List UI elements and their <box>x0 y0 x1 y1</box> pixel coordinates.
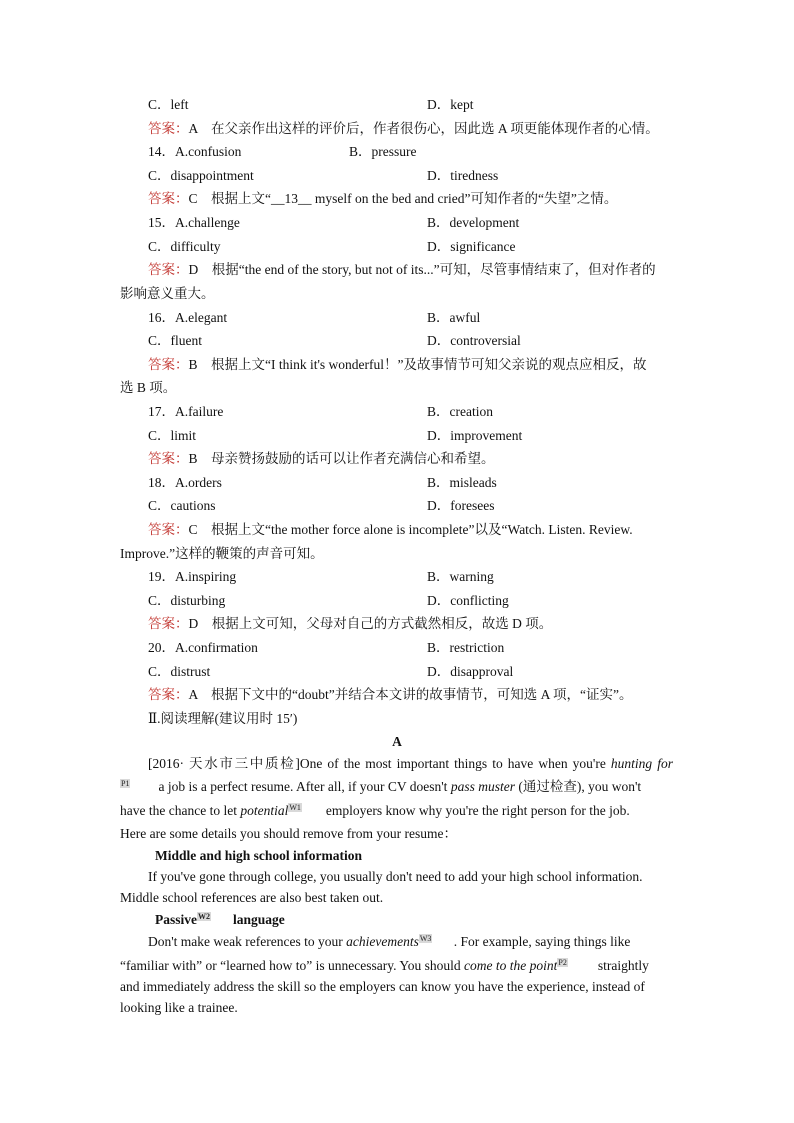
q18-option-d: D．foresees <box>427 498 495 513</box>
passage-text: “familiar with” or “learned how to” is unnecessary. You should <box>120 958 465 973</box>
q14-option-a: 14．A.confusion <box>148 144 242 159</box>
q18-option-b: B．misleads <box>427 475 497 490</box>
answer-text: A 根据下文中的“doubt”并结合本文讲的故事情节，可知选 A 项，“证实”。 <box>188 687 633 702</box>
answer-text: B 根据上文“I think it's wonderful！”及故事情节可知父亲说的观点应相反，故 <box>188 357 647 372</box>
q20-option-a: 20．A.confirmation <box>148 640 258 655</box>
answer-text: C 根据上文“ <box>188 191 271 206</box>
q16-answer-cont: 选 B 项。 <box>120 380 177 395</box>
q13-option-d: D．kept <box>427 97 474 112</box>
glossed-word: potential <box>240 803 289 818</box>
q15-option-a: 15．A.challenge <box>148 215 240 230</box>
q19-option-d: D．conflicting <box>427 593 509 608</box>
answer-label: 答案： <box>148 357 189 372</box>
glossary-marker: P1 <box>121 778 130 788</box>
q14-answer <box>148 190 617 208</box>
passage-source: [2016· 天水市三中质检] <box>148 756 300 771</box>
passage-line: looking like a trainee. <box>120 1000 238 1015</box>
q18-answer-cont: Improve.”这样的鞭策的声音可知。 <box>120 546 324 561</box>
q16-option-b: B．awful <box>427 310 481 325</box>
q15-option-d: D．significance <box>427 239 516 254</box>
q18-option-a: 18．A.orders <box>148 475 222 490</box>
q17-option-c: C．limit <box>148 428 197 443</box>
passage-line: Here are some details you should remove from your resume： <box>120 826 458 841</box>
passage-line <box>148 933 673 951</box>
passage-text: employers know why you're the right person for the job. <box>325 803 630 818</box>
q17-option-a: 17．A.failure <box>148 404 224 419</box>
glossed-phrase: pass muster <box>450 779 515 794</box>
answer-label: 答案： <box>148 616 189 631</box>
answer-label: 答案： <box>148 451 189 466</box>
q16-option-c: C．fluent <box>148 333 202 348</box>
passage-line <box>120 802 673 820</box>
q13-option-c: C．left <box>148 97 189 112</box>
q17-option-b: B．creation <box>427 404 493 419</box>
glossary-marker: P2 <box>558 957 567 967</box>
q14-option-c: C．disappointment <box>148 168 254 183</box>
passage-text: Don't make weak references to your <box>148 934 347 949</box>
passage-text: have the chance to let <box>120 803 241 818</box>
answer-label: 答案： <box>148 687 189 702</box>
q15-option-c: C．difficulty <box>148 239 221 254</box>
passage-line <box>148 755 673 773</box>
glossed-phrase: hunting for <box>610 756 673 771</box>
q19-option-b: B．warning <box>427 569 494 584</box>
answer-text: D 根据“the end of the story, but not of its...”可知，尽管事情结束了，但对作者的 <box>188 262 656 277</box>
q18-answer <box>148 521 633 539</box>
answer-text: D 根据上文可知，父母对自己的方式截然相反，故选 D 项。 <box>188 616 553 631</box>
passage-line <box>120 957 673 975</box>
answer-label: 答案： <box>148 262 189 277</box>
q20-option-c: C．distrust <box>148 664 211 679</box>
q16-answer <box>148 356 647 374</box>
section-heading <box>155 911 285 929</box>
passage-label: A <box>392 734 402 749</box>
answer-label: 答案： <box>148 522 189 537</box>
q14-option-d: D．tiredness <box>427 168 499 183</box>
q17-answer <box>148 450 495 468</box>
answer-text: C 根据上文“the mother force alone is incomplete”以及“Watch. Listen. Review. <box>188 522 633 537</box>
passage-line: and immediately address the skill so the employers can know you have the experience, instead of <box>120 979 645 994</box>
answer-text: B 母亲赞扬鼓励的话可以让作者充满信心和希望。 <box>188 451 495 466</box>
section-heading: Middle and high school information <box>155 848 363 863</box>
answer-label: 答案： <box>148 121 189 136</box>
q19-option-c: C．disturbing <box>148 593 226 608</box>
q20-option-b: B．restriction <box>427 640 505 655</box>
answer-text: myself on the bed and cried”可知作者的“失望”之情。 <box>311 191 618 206</box>
heading-word: Passive <box>155 912 197 927</box>
q20-answer <box>148 686 632 704</box>
glossary-marker: W2 <box>198 911 210 921</box>
passage-line <box>120 778 673 796</box>
q15-answer <box>148 261 656 279</box>
q19-option-a: 19．A.inspiring <box>148 569 237 584</box>
q19-answer <box>148 615 552 633</box>
section-title: Ⅱ.阅读理解(建议用时 15′) <box>148 711 298 726</box>
q16-option-d: D．controversial <box>427 333 521 348</box>
q20-option-d: D．disapproval <box>427 664 514 679</box>
passage-text: One of the most important things to have when you're <box>299 756 611 771</box>
glossary-marker: W1 <box>289 802 301 812</box>
passage-line: If you've gone through college, you usually don't need to add your high school information. <box>148 869 643 884</box>
passage-line: Middle school references are also best taken out. <box>120 890 384 905</box>
q14-option-b: B．pressure <box>349 144 417 159</box>
glossary-marker: W3 <box>419 933 432 943</box>
heading-word: language <box>233 912 285 927</box>
answer-text: A 在父亲作出这样的评价后，作者很伤心，因此选 A 项更能体现作者的心情。 <box>188 121 659 136</box>
answer-blank: __13__ <box>271 191 312 206</box>
glossed-phrase: come to the point <box>464 958 558 973</box>
q13-answer <box>148 120 659 138</box>
passage-text: a job is a perfect resume. After all, if your CV doesn't <box>158 779 451 794</box>
passage-text: . For example, saying things like <box>450 934 631 949</box>
passage-text: straightly <box>597 958 649 973</box>
q18-option-c: C．cautions <box>148 498 216 513</box>
answer-label: 答案： <box>148 191 189 206</box>
passage-text: (通过检查), you won't <box>514 779 642 794</box>
q16-option-a: 16．A.elegant <box>148 310 228 325</box>
q15-option-b: B．development <box>427 215 520 230</box>
q17-option-d: D．improvement <box>427 428 523 443</box>
q15-answer-cont: 影响意义重大。 <box>120 286 215 301</box>
glossed-word: achievements <box>346 934 419 949</box>
